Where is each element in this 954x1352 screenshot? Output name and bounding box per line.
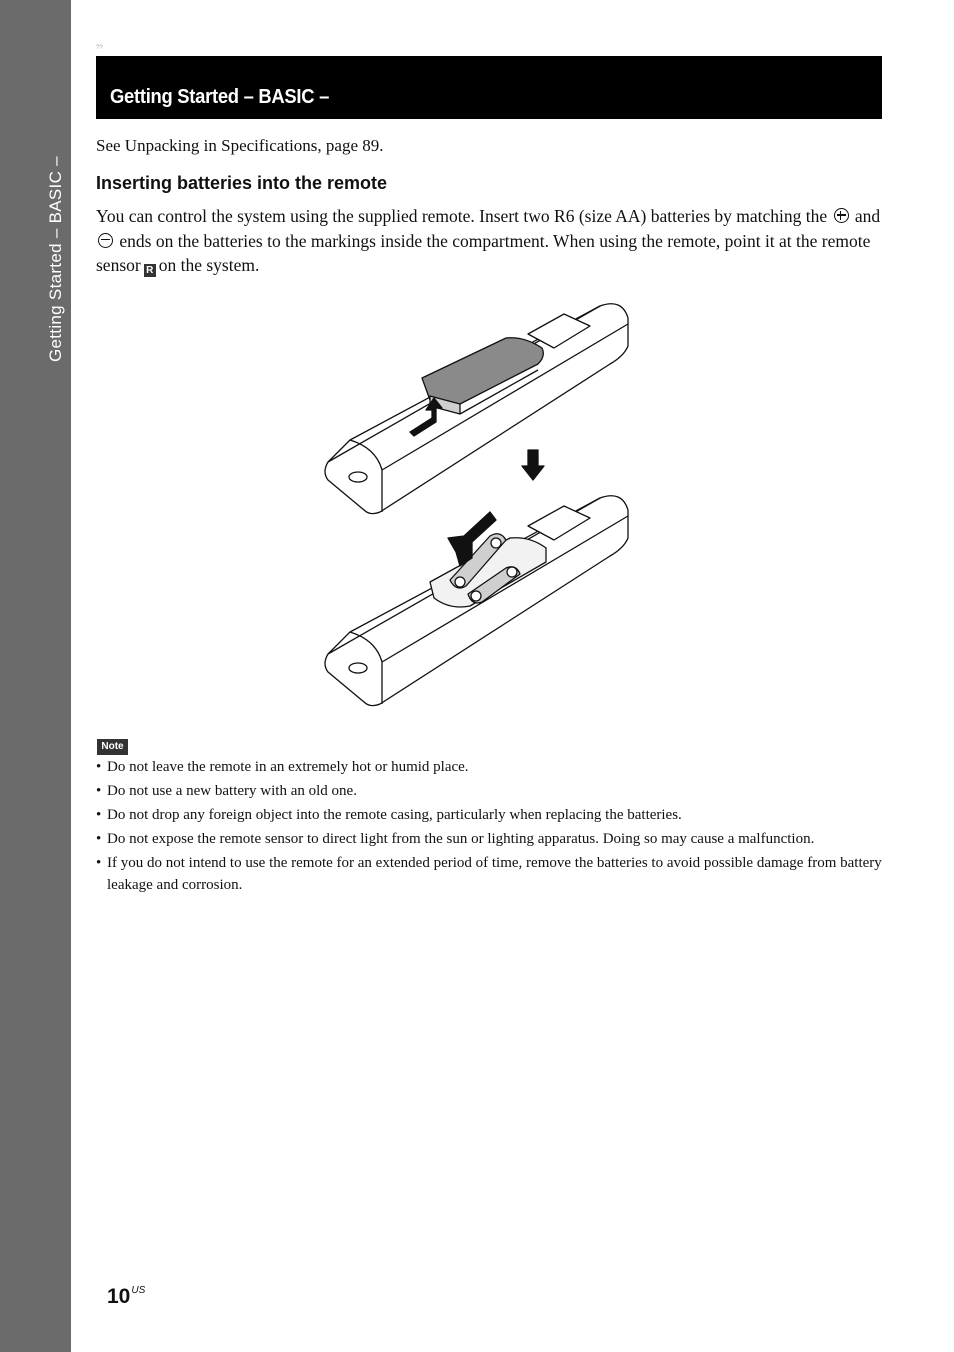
note-item: • Do not drop any foreign object into the remote casing, particularly when replacing the batteries. <box>96 805 886 827</box>
body-text-and: and <box>854 206 881 226</box>
note-item: • Do not use a new battery with an old one. <box>96 781 886 803</box>
page-number-value: 10 <box>107 1285 131 1308</box>
page-region-suffix: US <box>131 1285 146 1296</box>
note-item: • Do not leave the remote in an extremely hot or humid place. <box>96 757 886 779</box>
remote-battery-illustration <box>310 290 650 720</box>
remote-battery-insertion-icon <box>310 290 650 720</box>
intro-text: See Unpacking in Specifications, page 89. <box>96 136 384 155</box>
down-arrow-icon <box>522 450 544 480</box>
note-badge: Note <box>97 739 128 755</box>
remote-sensor-icon: R <box>144 264 156 277</box>
note-list <box>96 757 886 899</box>
section-body <box>96 204 886 278</box>
body-text-3: on the system. <box>158 255 260 275</box>
section-heading: Inserting batteries into the remote <box>96 173 388 193</box>
corner-mark: ?? <box>96 45 103 51</box>
minus-circle-icon <box>98 233 113 248</box>
side-tab-label: Getting Started – BASIC – <box>46 156 65 362</box>
note-item: • Do not expose the remote sensor to direct light from the sun or lighting apparatus. Doing so may cause a malfunction. <box>96 829 886 851</box>
page-number <box>107 1285 145 1309</box>
side-section-tab <box>0 0 71 1352</box>
body-text-1: You can control the system using the supplied remote. Insert two R6 (size AA) batteries by matching the <box>96 206 828 226</box>
plus-circle-icon <box>834 208 849 223</box>
remote-top-body <box>325 304 628 514</box>
chapter-title: Getting Started – BASIC – <box>110 86 330 108</box>
note-item: • If you do not intend to use the remote for an extended period of time, remove the batteries to avoid possible damage from battery leakage and corrosion. <box>96 853 886 896</box>
body-text-2: ends on the batteries to the markings inside the compartment. When using the remote, point it at the remote sensor <box>96 230 871 275</box>
chapter-banner <box>96 56 882 119</box>
